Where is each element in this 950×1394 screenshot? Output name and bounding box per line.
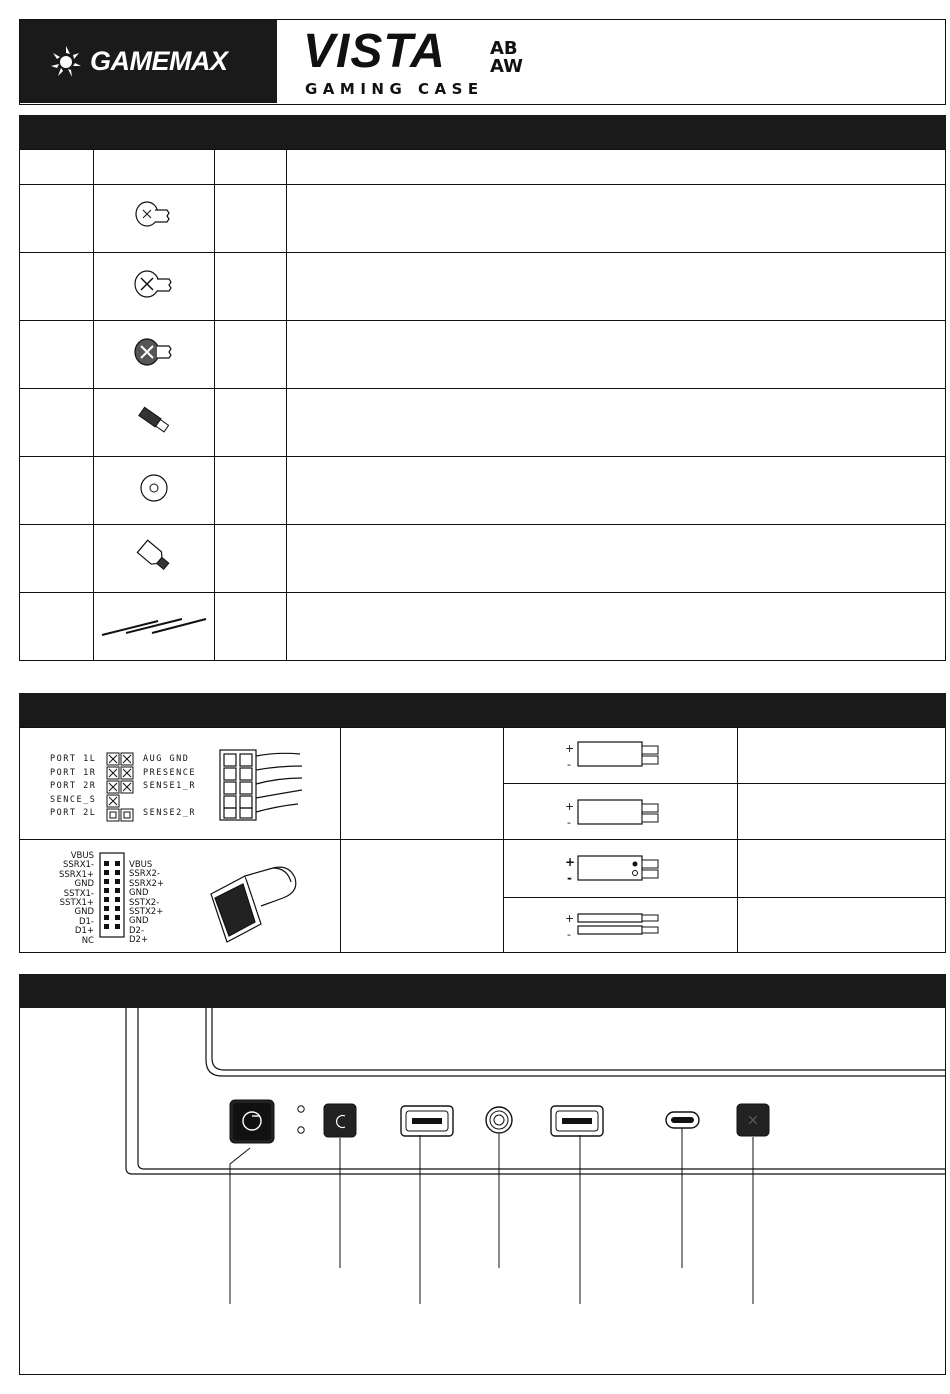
table-row xyxy=(20,525,946,593)
usb-a-port-icon xyxy=(551,1106,603,1136)
reset-button-icon xyxy=(324,1104,356,1137)
usb-a-port-icon xyxy=(401,1106,453,1136)
product-subtitle: GAMING CASE xyxy=(305,80,484,98)
connectors-grid xyxy=(19,727,946,953)
header-cell xyxy=(20,150,94,185)
brand-logo xyxy=(20,20,277,103)
cable-ties-icon xyxy=(98,609,210,639)
usb3-pin-header-icon xyxy=(99,852,125,938)
audio-pin-header-icon xyxy=(106,752,136,822)
audio-connector-icon xyxy=(218,746,308,826)
gamemax-emblem-icon xyxy=(48,44,84,80)
audio-jack-icon xyxy=(486,1107,512,1133)
document-header xyxy=(19,19,946,105)
table-row xyxy=(20,457,946,525)
usb-pin-labels-left: VBUS SSRX1- SSRX1+ GND SSTX1- SSTX1+ GND D1- D1+ NC xyxy=(58,851,94,946)
cross-head-screw-icon xyxy=(129,264,179,304)
variant-aw: AW xyxy=(490,56,523,77)
buzzer-icon xyxy=(129,468,179,508)
header-cell xyxy=(215,150,287,185)
led-button-icon xyxy=(737,1104,769,1136)
pan-head-screw-icon xyxy=(129,196,179,236)
table-row xyxy=(20,593,946,661)
thick-screw-icon xyxy=(129,332,179,372)
accessories-table xyxy=(19,149,946,661)
svg-text:+: + xyxy=(565,855,576,869)
power-led-connector-icon xyxy=(565,738,675,772)
header-cell xyxy=(287,150,946,185)
power-switch-connector-icon xyxy=(565,852,675,886)
table-row xyxy=(20,389,946,457)
brand-name: GAMEMAX xyxy=(90,46,228,76)
front-panel-drawing xyxy=(20,1008,945,1374)
header-cell xyxy=(94,150,215,185)
table-row xyxy=(20,185,946,253)
svg-text:-: - xyxy=(567,816,571,829)
table-row xyxy=(20,253,946,321)
front-panel-section-header xyxy=(19,974,946,1008)
table-row xyxy=(20,321,946,389)
long-screw-icon xyxy=(129,398,179,442)
svg-text:+: + xyxy=(565,800,575,813)
variant-ab: AB xyxy=(490,38,518,59)
standoff-icon xyxy=(129,532,179,580)
power-button-icon xyxy=(230,1100,274,1143)
svg-text:-: - xyxy=(567,928,571,941)
audio-pin-labels-left: PORT 1L PORT 1R PORT 2R SENCE_S PORT 2L xyxy=(50,754,97,819)
led-indicators-icon xyxy=(298,1106,304,1133)
connectors-section-header xyxy=(19,693,946,727)
table-header-row xyxy=(20,150,946,185)
svg-text:-: - xyxy=(567,871,572,885)
audio-pin-labels-right: AUG GND PRESENCE SENSE1_R SENSE2_R xyxy=(143,754,196,819)
svg-text:+: + xyxy=(565,912,575,925)
accessories-section-header xyxy=(19,115,946,149)
product-name: VISTA xyxy=(303,25,446,78)
reset-switch-connector-icon xyxy=(565,908,675,942)
svg-text:+: + xyxy=(565,742,575,755)
usb-c-port-icon xyxy=(666,1112,699,1128)
usb3-connector-icon xyxy=(203,854,303,946)
hdd-led-connector-icon xyxy=(565,796,675,830)
usb-pin-labels-right: VBUS SSRX2- SSRX2+ GND SSTX2- SSTX2+ GND D2- D2+ xyxy=(129,860,165,946)
front-panel-diagram xyxy=(19,1008,946,1375)
svg-text:-: - xyxy=(567,758,571,771)
